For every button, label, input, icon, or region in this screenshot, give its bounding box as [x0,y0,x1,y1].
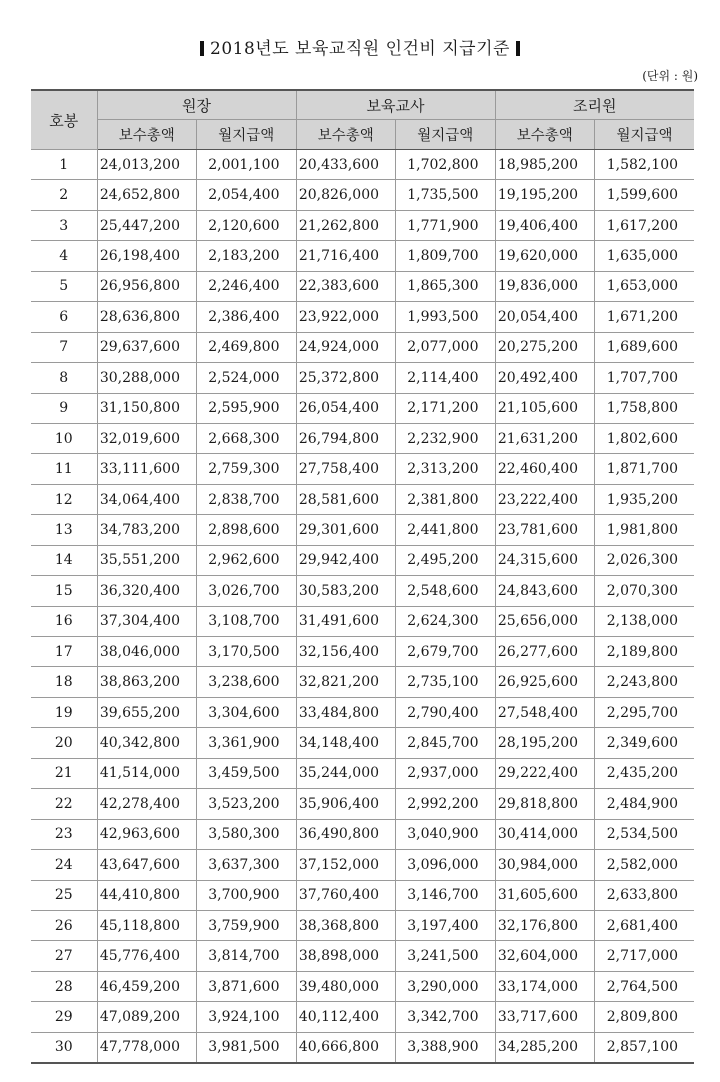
director-annual-cell: 32,019,600 [97,423,197,453]
cook-annual-cell: 29,222,400 [495,758,595,788]
teacher-annual-cell: 26,794,800 [296,423,396,453]
director-annual-cell: 29,637,600 [97,332,197,362]
teacher-monthly-cell: 2,381,800 [396,484,496,514]
director-monthly-cell: 3,459,500 [197,758,297,788]
director-monthly-cell: 3,523,200 [197,789,297,819]
table-row [31,454,694,484]
teacher-monthly-cell: 2,992,200 [396,789,496,819]
director-annual-cell: 38,046,000 [97,637,197,667]
grade-cell: 12 [31,484,97,514]
cook-annual-cell: 29,818,800 [495,789,595,819]
cook-annual-cell: 18,985,200 [495,150,595,180]
cook-monthly-cell: 2,582,000 [595,850,695,880]
director-annual-cell: 31,150,800 [97,393,197,423]
cook-annual-cell: 23,222,400 [495,484,595,514]
grade-cell: 2 [31,180,97,210]
table-row [31,819,694,849]
table-row [31,880,694,910]
grade-cell: 20 [31,728,97,758]
cook-monthly-cell: 2,243,800 [595,667,695,697]
director-monthly-cell: 3,759,900 [197,910,297,940]
grade-cell: 4 [31,241,97,271]
teacher-monthly-cell: 1,809,700 [396,241,496,271]
director-annual-cell: 25,447,200 [97,210,197,240]
teacher-annual-cell: 37,760,400 [296,880,396,910]
teacher-annual-cell: 21,262,800 [296,210,396,240]
salary-table [31,89,694,1064]
teacher-monthly-cell: 3,197,400 [396,910,496,940]
table-row [31,150,694,180]
table-row [31,758,694,788]
teacher-monthly-cell: 1,865,300 [396,271,496,301]
table-row [31,850,694,880]
director-monthly-cell: 3,871,600 [197,971,297,1001]
table-row [31,637,694,667]
grade-cell: 23 [31,819,97,849]
title-text: 2018년도 보육교직원 인건비 지급기준 [210,39,510,59]
cook-monthly-cell: 1,802,600 [595,423,695,453]
teacher-monthly-cell: 2,441,800 [396,515,496,545]
cook-annual-cell: 19,195,200 [495,180,595,210]
teacher-annual-cell: 38,368,800 [296,910,396,940]
teacher-annual-cell: 32,156,400 [296,637,396,667]
director-monthly-cell: 2,595,900 [197,393,297,423]
cook-annual-cell: 19,836,000 [495,271,595,301]
director-annual-cell: 44,410,800 [97,880,197,910]
cook-monthly-cell: 1,707,700 [595,363,695,393]
director-monthly-cell: 2,120,600 [197,210,297,240]
grade-cell: 16 [31,606,97,636]
director-annual-cell: 45,118,800 [97,910,197,940]
cook-monthly-cell: 1,671,200 [595,302,695,332]
teacher-monthly-cell: 2,937,000 [396,758,496,788]
grade-cell: 14 [31,545,97,575]
teacher-annual-cell: 21,716,400 [296,241,396,271]
director-annual-cell: 46,459,200 [97,971,197,1001]
table-row [31,728,694,758]
teacher-monthly-cell: 2,679,700 [396,637,496,667]
table-row [31,1002,694,1032]
director-annual-cell: 35,551,200 [97,545,197,575]
teacher-annual-cell: 20,826,000 [296,180,396,210]
header-annual-total: 보수총액 [296,120,396,150]
director-annual-cell: 38,863,200 [97,667,197,697]
director-annual-cell: 47,778,000 [97,1032,197,1063]
cook-monthly-cell: 2,295,700 [595,697,695,727]
cook-annual-cell: 22,460,400 [495,454,595,484]
director-monthly-cell: 3,026,700 [197,576,297,606]
cook-annual-cell: 28,195,200 [495,728,595,758]
teacher-annual-cell: 20,433,600 [296,150,396,180]
teacher-monthly-cell: 2,548,600 [396,576,496,606]
director-monthly-cell: 3,580,300 [197,819,297,849]
table-row [31,1032,694,1063]
cook-monthly-cell: 2,857,100 [595,1032,695,1063]
director-annual-cell: 28,636,800 [97,302,197,332]
table-row [31,332,694,362]
cook-monthly-cell: 1,758,800 [595,393,695,423]
director-monthly-cell: 2,386,400 [197,302,297,332]
cook-monthly-cell: 1,981,800 [595,515,695,545]
teacher-annual-cell: 24,924,000 [296,332,396,362]
grade-cell: 11 [31,454,97,484]
teacher-annual-cell: 33,484,800 [296,697,396,727]
cook-annual-cell: 26,925,600 [495,667,595,697]
title-bar-right [516,41,520,56]
cook-monthly-cell: 1,653,000 [595,271,695,301]
director-annual-cell: 33,111,600 [97,454,197,484]
header-grade: 호봉 [31,90,97,150]
grade-cell: 25 [31,880,97,910]
table-row [31,910,694,940]
grade-cell: 10 [31,423,97,453]
director-monthly-cell: 2,759,300 [197,454,297,484]
cook-monthly-cell: 2,633,800 [595,880,695,910]
teacher-monthly-cell: 3,096,000 [396,850,496,880]
director-annual-cell: 45,776,400 [97,941,197,971]
cook-monthly-cell: 2,764,500 [595,971,695,1001]
cook-annual-cell: 32,176,800 [495,910,595,940]
director-monthly-cell: 3,238,600 [197,667,297,697]
title-bar-left [200,41,204,56]
director-annual-cell: 43,647,600 [97,850,197,880]
cook-monthly-cell: 2,484,900 [595,789,695,819]
cook-monthly-cell: 2,026,300 [595,545,695,575]
director-annual-cell: 34,064,400 [97,484,197,514]
teacher-monthly-cell: 2,495,200 [396,545,496,575]
cook-monthly-cell: 1,582,100 [595,150,695,180]
director-monthly-cell: 3,170,500 [197,637,297,667]
teacher-monthly-cell: 1,993,500 [396,302,496,332]
teacher-annual-cell: 38,898,000 [296,941,396,971]
table-row [31,180,694,210]
grade-cell: 7 [31,332,97,362]
cook-annual-cell: 19,620,000 [495,241,595,271]
director-annual-cell: 41,514,000 [97,758,197,788]
teacher-annual-cell: 22,383,600 [296,271,396,301]
director-monthly-cell: 2,962,600 [197,545,297,575]
grade-cell: 18 [31,667,97,697]
grade-cell: 8 [31,363,97,393]
director-monthly-cell: 2,898,600 [197,515,297,545]
director-annual-cell: 36,320,400 [97,576,197,606]
director-monthly-cell: 2,054,400 [197,180,297,210]
director-annual-cell: 30,288,000 [97,363,197,393]
table-row [31,393,694,423]
cook-annual-cell: 32,604,000 [495,941,595,971]
header-monthly-pay: 월지급액 [197,120,297,150]
table-row [31,271,694,301]
teacher-monthly-cell: 3,290,000 [396,971,496,1001]
director-monthly-cell: 3,304,600 [197,697,297,727]
teacher-monthly-cell: 1,771,900 [396,210,496,240]
table-row [31,515,694,545]
cook-monthly-cell: 2,189,800 [595,637,695,667]
cook-annual-cell: 27,548,400 [495,697,595,727]
cook-annual-cell: 33,717,600 [495,1002,595,1032]
director-monthly-cell: 3,361,900 [197,728,297,758]
table-row [31,971,694,1001]
table-header [31,90,694,150]
director-monthly-cell: 3,700,900 [197,880,297,910]
grade-cell: 28 [31,971,97,1001]
director-monthly-cell: 2,668,300 [197,423,297,453]
grade-cell: 29 [31,1002,97,1032]
page-title [0,34,720,59]
grade-cell: 13 [31,515,97,545]
cook-annual-cell: 34,285,200 [495,1032,595,1063]
teacher-monthly-cell: 3,342,700 [396,1002,496,1032]
director-monthly-cell: 3,924,100 [197,1002,297,1032]
cook-annual-cell: 21,631,200 [495,423,595,453]
director-annual-cell: 39,655,200 [97,697,197,727]
table-row [31,545,694,575]
cook-monthly-cell: 1,935,200 [595,484,695,514]
grade-cell: 3 [31,210,97,240]
header-group-director: 원장 [97,90,296,120]
header-annual-total: 보수총액 [495,120,595,150]
teacher-annual-cell: 23,922,000 [296,302,396,332]
director-annual-cell: 37,304,400 [97,606,197,636]
cook-monthly-cell: 2,717,000 [595,941,695,971]
header-group-teacher: 보육교사 [296,90,495,120]
director-annual-cell: 42,278,400 [97,789,197,819]
grade-cell: 15 [31,576,97,606]
teacher-monthly-cell: 2,735,100 [396,667,496,697]
teacher-annual-cell: 39,480,000 [296,971,396,1001]
table-row [31,697,694,727]
table-row [31,363,694,393]
table-row [31,241,694,271]
grade-cell: 1 [31,150,97,180]
teacher-annual-cell: 26,054,400 [296,393,396,423]
cook-annual-cell: 20,275,200 [495,332,595,362]
cook-monthly-cell: 2,681,400 [595,910,695,940]
teacher-annual-cell: 27,758,400 [296,454,396,484]
director-annual-cell: 26,198,400 [97,241,197,271]
cook-annual-cell: 24,315,600 [495,545,595,575]
teacher-annual-cell: 29,301,600 [296,515,396,545]
cook-monthly-cell: 1,871,700 [595,454,695,484]
director-annual-cell: 24,013,200 [97,150,197,180]
grade-cell: 9 [31,393,97,423]
table-row [31,789,694,819]
cook-annual-cell: 24,843,600 [495,576,595,606]
cook-annual-cell: 20,054,400 [495,302,595,332]
director-monthly-cell: 3,637,300 [197,850,297,880]
grade-cell: 27 [31,941,97,971]
cook-monthly-cell: 2,534,500 [595,819,695,849]
grade-cell: 21 [31,758,97,788]
cook-monthly-cell: 1,617,200 [595,210,695,240]
teacher-annual-cell: 40,666,800 [296,1032,396,1063]
teacher-monthly-cell: 2,624,300 [396,606,496,636]
director-monthly-cell: 3,981,500 [197,1032,297,1063]
teacher-annual-cell: 25,372,800 [296,363,396,393]
director-monthly-cell: 2,469,800 [197,332,297,362]
director-annual-cell: 24,652,800 [97,180,197,210]
cook-annual-cell: 26,277,600 [495,637,595,667]
teacher-monthly-cell: 1,735,500 [396,180,496,210]
director-monthly-cell: 3,108,700 [197,606,297,636]
cook-monthly-cell: 2,070,300 [595,576,695,606]
grade-cell: 30 [31,1032,97,1063]
cook-annual-cell: 20,492,400 [495,363,595,393]
header-annual-total: 보수총액 [97,120,197,150]
director-annual-cell: 40,342,800 [97,728,197,758]
table-row [31,210,694,240]
teacher-monthly-cell: 2,845,700 [396,728,496,758]
teacher-monthly-cell: 1,702,800 [396,150,496,180]
table-row [31,302,694,332]
teacher-monthly-cell: 2,790,400 [396,697,496,727]
grade-cell: 19 [31,697,97,727]
teacher-annual-cell: 32,821,200 [296,667,396,697]
teacher-annual-cell: 36,490,800 [296,819,396,849]
cook-monthly-cell: 2,138,000 [595,606,695,636]
director-monthly-cell: 3,814,700 [197,941,297,971]
table-row [31,667,694,697]
table-row [31,484,694,514]
table-row [31,423,694,453]
header-monthly-pay: 월지급액 [396,120,496,150]
director-monthly-cell: 2,246,400 [197,271,297,301]
cook-monthly-cell: 2,435,200 [595,758,695,788]
teacher-annual-cell: 35,906,400 [296,789,396,819]
teacher-annual-cell: 40,112,400 [296,1002,396,1032]
grade-cell: 22 [31,789,97,819]
cook-monthly-cell: 2,809,800 [595,1002,695,1032]
cook-monthly-cell: 1,689,600 [595,332,695,362]
cook-monthly-cell: 1,635,000 [595,241,695,271]
director-monthly-cell: 2,001,100 [197,150,297,180]
grade-cell: 5 [31,271,97,301]
teacher-monthly-cell: 2,114,400 [396,363,496,393]
cook-annual-cell: 19,406,400 [495,210,595,240]
cook-monthly-cell: 2,349,600 [595,728,695,758]
table-body [31,150,694,1064]
cook-annual-cell: 31,605,600 [495,880,595,910]
teacher-annual-cell: 31,491,600 [296,606,396,636]
director-annual-cell: 34,783,200 [97,515,197,545]
teacher-monthly-cell: 2,313,200 [396,454,496,484]
teacher-annual-cell: 34,148,400 [296,728,396,758]
director-monthly-cell: 2,838,700 [197,484,297,514]
grade-cell: 26 [31,910,97,940]
table-row [31,576,694,606]
grade-cell: 6 [31,302,97,332]
director-annual-cell: 26,956,800 [97,271,197,301]
teacher-annual-cell: 28,581,600 [296,484,396,514]
cook-annual-cell: 21,105,600 [495,393,595,423]
cook-annual-cell: 25,656,000 [495,606,595,636]
director-annual-cell: 47,089,200 [97,1002,197,1032]
teacher-annual-cell: 29,942,400 [296,545,396,575]
teacher-monthly-cell: 2,171,200 [396,393,496,423]
teacher-monthly-cell: 3,388,900 [396,1032,496,1063]
teacher-annual-cell: 30,583,200 [296,576,396,606]
director-annual-cell: 42,963,600 [97,819,197,849]
unit-label: (단위 : 원) [642,69,698,83]
teacher-monthly-cell: 2,232,900 [396,423,496,453]
table-row [31,941,694,971]
grade-cell: 17 [31,637,97,667]
cook-annual-cell: 33,174,000 [495,971,595,1001]
teacher-monthly-cell: 2,077,000 [396,332,496,362]
cook-monthly-cell: 1,599,600 [595,180,695,210]
teacher-annual-cell: 35,244,000 [296,758,396,788]
table-row [31,606,694,636]
director-monthly-cell: 2,524,000 [197,363,297,393]
cook-annual-cell: 23,781,600 [495,515,595,545]
cook-annual-cell: 30,984,000 [495,850,595,880]
teacher-monthly-cell: 3,241,500 [396,941,496,971]
teacher-monthly-cell: 3,040,900 [396,819,496,849]
teacher-annual-cell: 37,152,000 [296,850,396,880]
cook-annual-cell: 30,414,000 [495,819,595,849]
header-group-cook: 조리원 [495,90,694,120]
header-monthly-pay: 월지급액 [595,120,695,150]
grade-cell: 24 [31,850,97,880]
teacher-monthly-cell: 3,146,700 [396,880,496,910]
director-monthly-cell: 2,183,200 [197,241,297,271]
